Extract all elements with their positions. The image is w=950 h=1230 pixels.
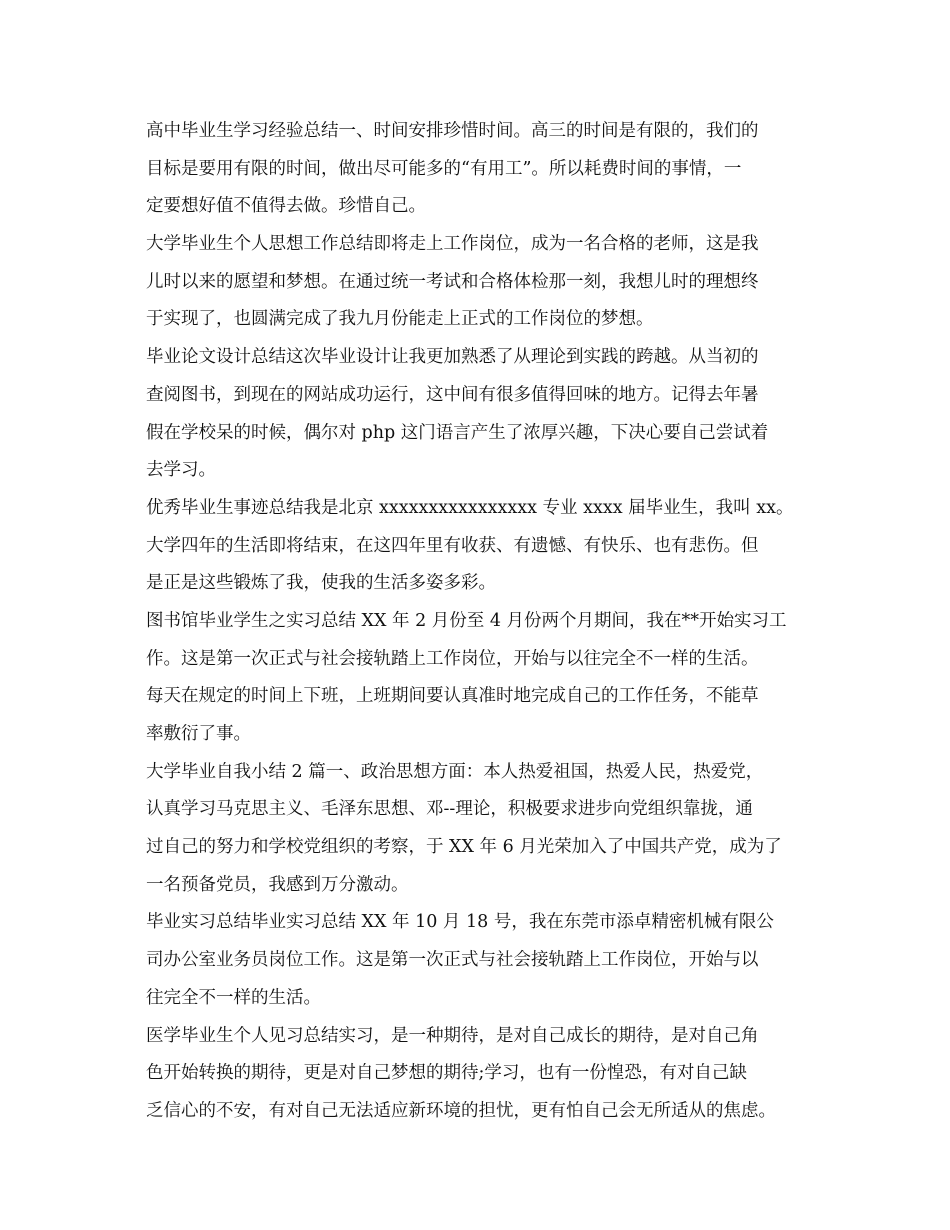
paragraph	[146, 339, 816, 490]
text-line: 率敷衍了事。	[146, 724, 251, 744]
text-line: 定要想好值不值得去做。珍惜自己。	[146, 196, 426, 217]
text-line: 毕业实习总结毕业实习总结 XX 年 10 月 18 号，我在东莞市添卓精密机械有限公	[146, 912, 774, 933]
document-body	[146, 113, 816, 1131]
text-line: 色开始转换的期待，更是对自己梦想的期待;学习，也有一份惶恐，有对自己缺	[146, 1063, 747, 1084]
paragraph	[146, 904, 816, 1017]
paragraph	[146, 754, 816, 905]
paragraph	[146, 226, 816, 339]
text-line: 过自己的努力和学校党组织的考察，于 XX 年 6 月光荣加入了中国共产党，成为了	[146, 837, 782, 858]
paragraph	[146, 603, 816, 754]
text-line: 认真学习马克思主义、毛泽东思想、邓--理论，积极要求进步向党组织靠拢，通	[146, 799, 753, 820]
text-line: 优秀毕业生事迹总结我是北京 xxxxxxxxxxxxxxxx 专业 xxxx 届毕业生，我叫 xx。	[146, 497, 794, 518]
text-line: 毕业论文设计总结这次毕业设计让我更加熟悉了从理论到实践的跨越。从当初的	[146, 347, 759, 368]
text-line: 查阅图书，到现在的网站成功运行，这中间有很多值得回味的地方。记得去年暑	[146, 384, 759, 405]
text-line: 每天在规定的时间上下班，上班期间要认真准时地完成自己的工作任务，不能草	[146, 686, 759, 707]
text-line: 大学四年的生活即将结束，在这四年里有收获、有遗憾、有快乐、也有悲伤。但	[146, 535, 759, 556]
text-line: 一名预备党员，我感到万分激动。	[146, 874, 409, 895]
paragraph	[146, 490, 816, 603]
text-line: 去学习。	[146, 460, 216, 481]
text-line: 假在学校呆的时候，偶尔对 php 这门语言产生了浓厚兴趣，下决心要自己尝试着	[146, 422, 769, 443]
text-line: 大学毕业自我小结 2 篇一、政治思想方面：本人热爱祖国，热爱人民，热爱党，	[146, 761, 764, 782]
text-line: 于实现了，也圆满完成了我九月份能走上正式的工作岗位的梦想。	[146, 309, 654, 330]
text-line: 医学毕业生个人见习总结实习，是一种期待，是对自己成长的期待，是对自己角	[146, 1025, 759, 1046]
text-line: 儿时以来的愿望和梦想。在通过统一考试和合格体检那一刻，我想儿时的理想终	[146, 271, 759, 292]
text-line: 司办公室业务员岗位工作。这是第一次正式与社会接轨踏上工作岗位，开始与以	[146, 950, 759, 971]
text-line: 是正是这些锻炼了我，使我的生活多姿多彩。	[146, 573, 496, 594]
text-line: 乏信心的不安，有对自己无法适应新环境的担忧，更有怕自己会无所适从的焦虑。	[146, 1100, 776, 1121]
text-line: 目标是要用有限的时间，做出尽可能多的“有用工”。所以耗费时间的事情，一	[146, 158, 742, 179]
text-line: 大学毕业生个人思想工作总结即将走上工作岗位，成为一名合格的老师，这是我	[146, 234, 759, 255]
text-line: 作。这是第一次正式与社会接轨踏上工作岗位，开始与以往完全不一样的生活。	[146, 648, 759, 669]
paragraph	[146, 113, 816, 226]
paragraph	[146, 1018, 816, 1131]
text-line: 往完全不一样的生活。	[146, 987, 321, 1008]
text-line: 图书馆毕业学生之实习总结 XX 年 2 月份至 4 月份两个月期间，我在**开始实习工	[146, 610, 787, 631]
text-line: 高中毕业生学习经验总结一、时间安排珍惜时间。高三的时间是有限的，我们的	[146, 121, 759, 141]
